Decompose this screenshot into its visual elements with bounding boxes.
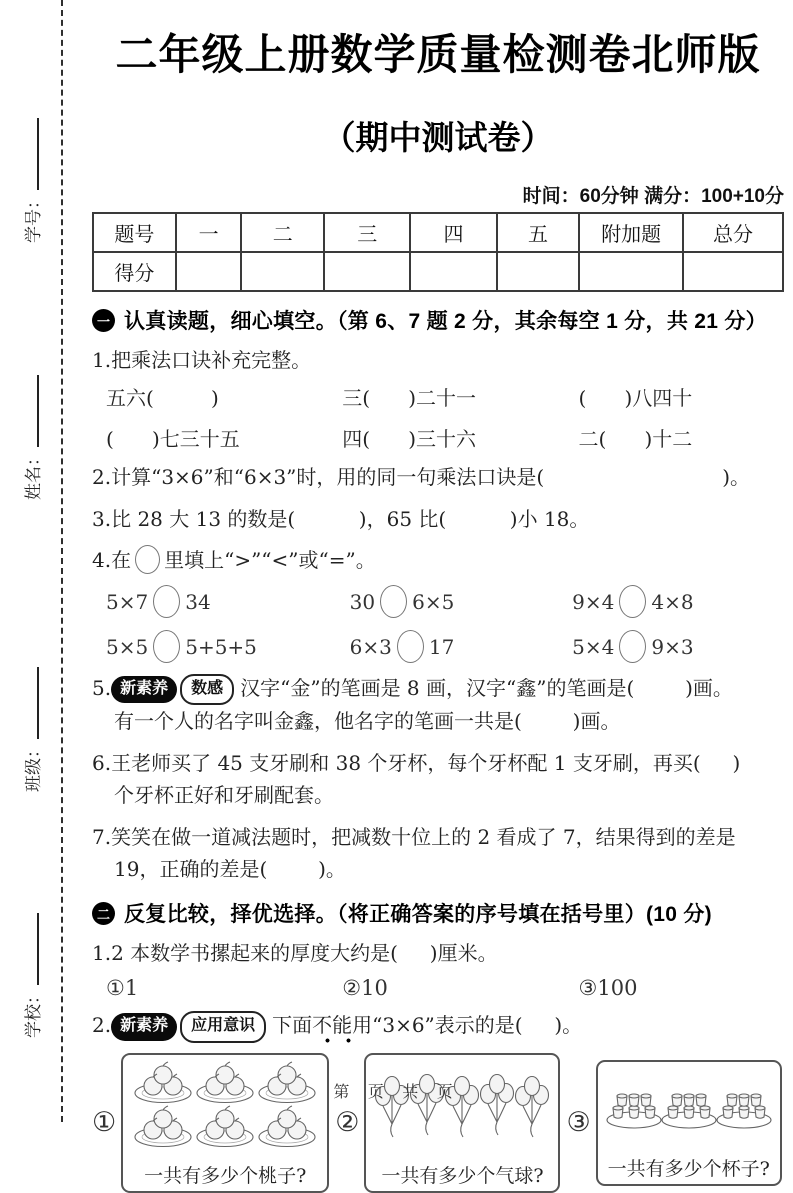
score-table-header-cell: 二 (241, 213, 324, 252)
score-row-label: 得分 (93, 252, 176, 291)
question-s1-1-items (92, 382, 784, 452)
question-text-prefix: 在 (111, 548, 132, 573)
score-empty-cell (497, 252, 580, 291)
question-text-continued: 个牙杯正好和牙刷配套。 (114, 783, 334, 808)
section-1-header (92, 305, 784, 335)
paper-content (92, 0, 784, 1193)
comparison-right: 9×3 (651, 634, 694, 659)
question-number: 1. (92, 348, 112, 372)
question-text: 汉字“金”的笔画是 8 画，汉字“鑫”的笔画是( )画。 (240, 675, 733, 700)
score-empty-cell (176, 252, 242, 291)
section-2-marker-icon: 二 (92, 902, 115, 925)
score-table-header-cell: 总分 (683, 213, 783, 252)
comparison-left: 6×3 (349, 634, 392, 659)
class-label: 班级： (24, 741, 43, 792)
comparison-item (106, 585, 350, 618)
peaches-picture-box (121, 1053, 329, 1193)
comparison-left: 9×4 (572, 589, 615, 614)
emphasized-word: 不能 (312, 1013, 352, 1043)
question-text: 王老师买了 45 支牙刷和 38 个牙杯，每个牙杯配 1 支牙刷，再买( ) (111, 750, 741, 775)
comparison-left: 5×7 (106, 589, 149, 614)
student-name-field (19, 375, 45, 551)
student-name-label: 姓名： (24, 449, 43, 500)
school-label: 学校： (24, 987, 43, 1038)
choice-text: 10 (361, 975, 388, 1000)
peaches-illustration (129, 1060, 321, 1154)
comparison-grid (92, 585, 784, 663)
compare-circle-icon (380, 585, 407, 618)
compare-circle-icon (397, 630, 424, 663)
school-blank-line (23, 913, 39, 985)
question-s2-2 (92, 1009, 784, 1043)
score-table-header-cell: 题号 (93, 213, 176, 252)
score-table-header-row (93, 213, 783, 252)
class-blank-line (23, 667, 39, 739)
question-number: 2. (92, 1012, 112, 1037)
question-s1-1 (92, 344, 784, 376)
score-empty-cell (683, 252, 783, 291)
question-s1-6 (92, 747, 784, 812)
section-2-header (92, 898, 784, 928)
picture-caption: 一共有多少个桃子? (144, 1164, 307, 1187)
fill-blank-item: 四( )三十六 (342, 427, 477, 452)
question-number: 7. (92, 824, 112, 849)
question-text: 计算“3×6”和“6×3”时，用的同一句乘法口诀是( )。 (111, 465, 751, 490)
comparison-left: 30 (349, 589, 376, 614)
comparison-left: 5×5 (106, 634, 149, 659)
comparison-item (350, 630, 572, 663)
question-s1-7 (92, 821, 784, 886)
choice-marker: ③ (578, 975, 598, 1000)
question-text: 把乘法口诀补充完整。 (111, 348, 312, 372)
student-number-label: 学号： (24, 192, 43, 243)
question-text-continued: 19，正确的差是( )。 (114, 857, 346, 882)
score-table-header-cell: 附加题 (579, 213, 683, 252)
score-empty-cell (410, 252, 496, 291)
score-table (92, 212, 784, 292)
score-table-score-row (93, 252, 783, 291)
student-number-field (19, 118, 45, 294)
score-table-header-cell: 三 (324, 213, 410, 252)
question-s2-1-options (92, 976, 784, 1000)
compare-circle-icon (153, 630, 180, 663)
question-s2-2-picture-options (92, 1053, 784, 1193)
question-number: 3. (92, 506, 112, 531)
number-sense-badge: 数感 (180, 674, 234, 706)
question-text: 2 本数学书摞起来的厚度大约是( )厘米。 (111, 941, 498, 966)
choice-text: 1 (124, 975, 139, 1000)
page-footer: 第 页 共 页 (333, 1084, 460, 1101)
compare-circle-icon (153, 585, 180, 618)
fill-blank-item: 二( )十二 (578, 427, 693, 452)
school-field (19, 913, 45, 1089)
choice-option (579, 976, 784, 1000)
comparison-right: 17 (428, 634, 455, 659)
fill-blank-item: ( )八四十 (578, 386, 693, 411)
class-field (19, 667, 45, 843)
choice-marker: ② (342, 975, 362, 1000)
student-name-blank-line (23, 375, 39, 447)
score-table-header-cell: 五 (497, 213, 580, 252)
comparison-item (350, 585, 572, 618)
question-text: 比 28 大 13 的数是( )，65 比( )小 18。 (111, 506, 590, 531)
time-and-score-info: 时间：60分钟 满分：100+10分 (522, 186, 784, 207)
section-1-marker-icon: 一 (92, 309, 115, 332)
new-literacy-badge: 新素养 (111, 676, 177, 704)
new-literacy-badge: 新素养 (111, 1013, 177, 1041)
score-table-header-cell: 一 (176, 213, 242, 252)
balloons-illustration (372, 1060, 552, 1154)
choice-option (342, 976, 578, 1000)
compare-circle-icon (619, 585, 646, 618)
question-s1-5 (92, 672, 784, 738)
comparison-item (572, 585, 784, 618)
compare-circle-icon (135, 545, 160, 574)
question-text-continued: 有一个人的名字叫金鑫，他名字的笔画一共是( )画。 (114, 709, 621, 734)
section-1-title: 认真读题，细心填空。（第 6、7 题 2 分，其余每空 1 分，共 21 分） (124, 310, 767, 333)
comparison-right: 5+5+5 (185, 634, 257, 659)
question-s1-2 (92, 461, 784, 493)
comparison-item (106, 630, 350, 663)
score-table-header-cell: 四 (410, 213, 496, 252)
question-text-suffix: 里填上“>”“<”或“=”。 (164, 548, 376, 573)
application-awareness-badge: 应用意识 (180, 1011, 266, 1043)
comparison-right: 34 (185, 589, 211, 614)
comparison-right: 6×5 (412, 589, 455, 614)
picture-option-marker: ③ (566, 1107, 591, 1139)
section-2-title: 反复比较，择优选择。（将正确答案的序号填在括号里）(10 分) (124, 903, 712, 927)
picture-option-marker: ② (335, 1107, 360, 1139)
fill-blank-item: 三( )二十一 (342, 386, 477, 411)
picture-caption: 一共有多少个杯子? (607, 1157, 770, 1180)
picture-option-marker: ① (92, 1107, 117, 1139)
question-s1-4 (92, 544, 784, 576)
question-text-suffix: 用“3×6”表示的是( )。 (352, 1012, 583, 1037)
question-s1-3 (92, 503, 784, 535)
question-number: 6. (92, 750, 112, 775)
score-empty-cell (579, 252, 683, 291)
comparison-right: 4×8 (651, 589, 694, 614)
score-empty-cell (241, 252, 324, 291)
choice-marker: ① (106, 975, 125, 1000)
balloons-picture-box (364, 1053, 560, 1193)
compare-circle-icon (619, 630, 646, 663)
question-number: 5. (92, 675, 112, 700)
question-number: 1. (92, 941, 112, 966)
choice-option (106, 976, 342, 1000)
question-text: 笑笑在做一道减法题时，把减数十位上的 2 看成了 7，结果得到的差是 (111, 824, 736, 849)
question-number: 2. (92, 465, 112, 490)
page-subtitle: （期中测试卷） (322, 119, 554, 156)
page-title: 二年级上册数学质量检测卷北师版 (115, 31, 761, 78)
fill-blank-item: ( )七三十五 (106, 427, 240, 452)
comparison-item (572, 630, 784, 663)
picture-caption: 一共有多少个气球? (381, 1164, 544, 1187)
fill-blank-item: 五六( ) (106, 386, 219, 411)
picture-option-1 (92, 1053, 329, 1193)
question-s2-1 (92, 937, 784, 969)
question-number: 4. (92, 548, 112, 573)
binding-dashed-line (61, 0, 63, 1122)
question-text-prefix: 下面 (272, 1012, 313, 1037)
choice-text: 100 (597, 975, 638, 1000)
score-empty-cell (324, 252, 410, 291)
student-number-blank-line (23, 118, 39, 190)
comparison-left: 5×4 (572, 634, 615, 659)
picture-option-2 (335, 1053, 560, 1193)
